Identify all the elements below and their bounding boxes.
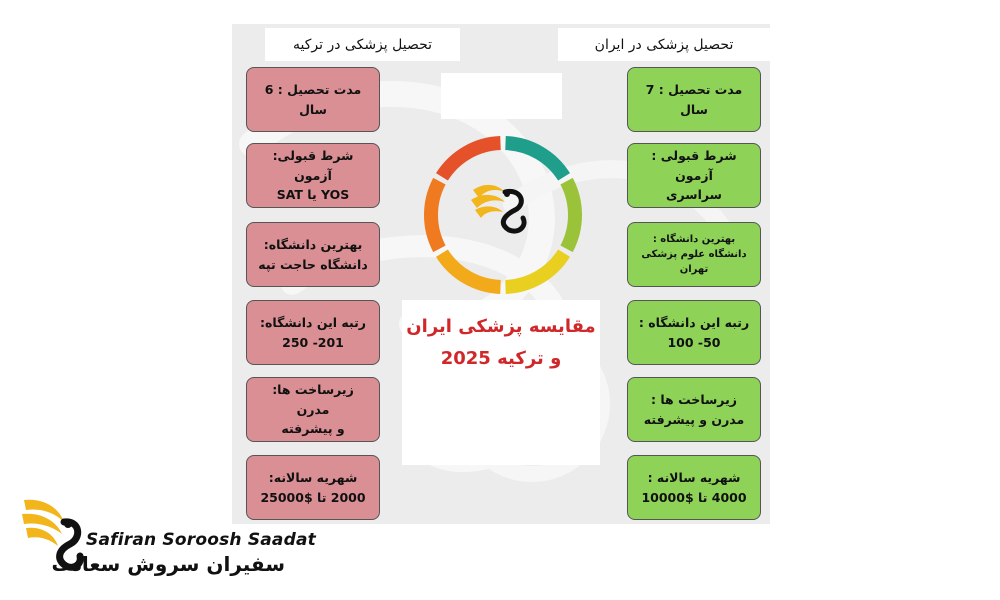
top-blank-box (441, 73, 562, 119)
turkey-ranking-card: رتبه این دانشگاه: 201- 250 (246, 300, 380, 365)
turkey-admission-card: شرط قبولی: آزمون YOS یا SAT (246, 143, 380, 208)
iran-ranking-card: رتبه این دانشگاه : 50- 100 (627, 300, 761, 365)
ring-segment-5 (431, 181, 439, 249)
iran-duration-card: مدت تحصیل : 7 سال (627, 67, 761, 132)
ring-segment-6 (442, 143, 501, 177)
ring-segment-4 (442, 253, 501, 287)
iran-infrastructure-card: زیرساخت ها : مدرن و پیشرفته (627, 377, 761, 442)
turkey-best-university-card: بهترین دانشگاه: دانشگاه حاجت تپه (246, 222, 380, 287)
iran-tuition-card: شهریه سالانه : 4000 تا $10000 (627, 455, 761, 520)
header-turkey: تحصیل پزشکی در ترکیه (265, 28, 460, 61)
iran-best-university-card: بهترین دانشگاه : دانشگاه علوم پزشکی تهران (627, 222, 761, 287)
phoenix-logo-icon (471, 185, 524, 231)
turkey-tuition-card: شهریه سالانه: 2000 تا $25000 (246, 455, 380, 520)
ring-segment-2 (567, 181, 575, 249)
center-title-line2: و ترکیه 2025 (440, 348, 562, 369)
ring-segment-3 (506, 253, 565, 287)
ring-segment-1 (506, 143, 565, 177)
header-iran: تحصیل پزشکی در ایران (558, 28, 770, 61)
turkey-duration-card: مدت تحصیل : 6 سال (246, 67, 380, 132)
center-ring (418, 130, 588, 300)
turkey-infrastructure-card: زیرساخت ها: مدرن و پیشرفته (246, 377, 380, 442)
center-title-line1: مقایسه پزشکی ایران (406, 316, 596, 337)
brand-name-persian: سفیران سروش سعادت (51, 552, 285, 576)
iran-admission-card: شرط قبولی : آزمون سراسری (627, 143, 761, 208)
center-title (402, 311, 600, 375)
brand-name-latin: Safiran Soroosh Saadat (86, 530, 316, 550)
